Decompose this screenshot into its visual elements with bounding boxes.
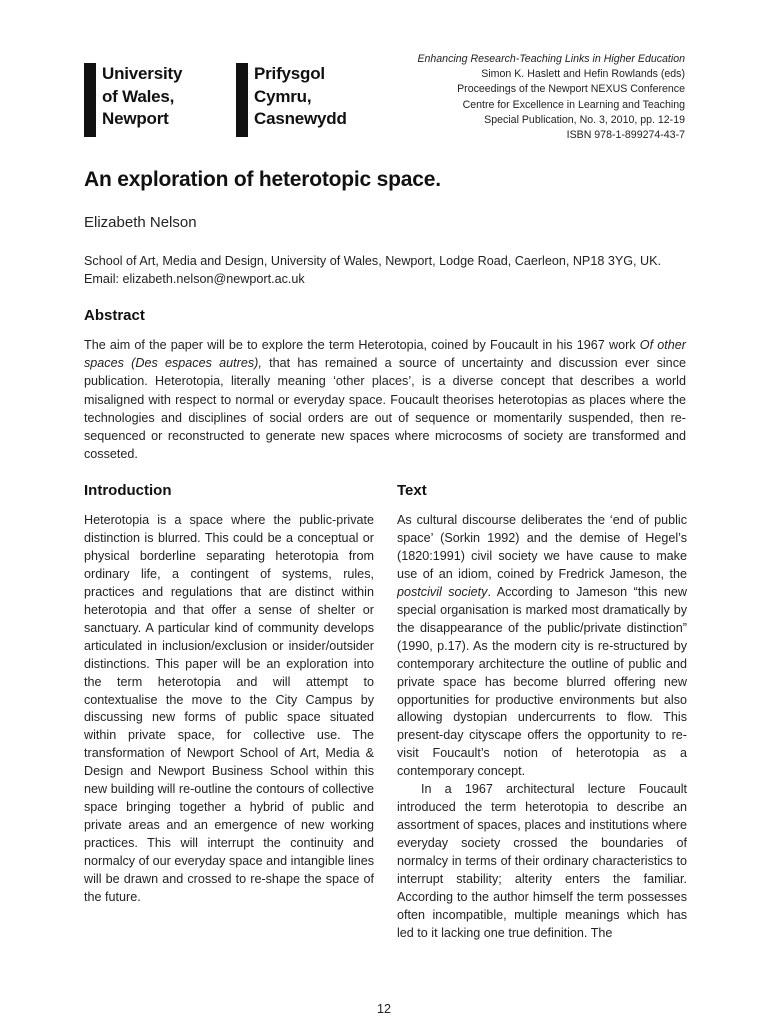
author-name: Elizabeth Nelson bbox=[84, 214, 197, 231]
proceedings-editors: Simon K. Haslett and Hefin Rowlands (eds) bbox=[481, 68, 685, 81]
text-p1-italic: postcivil society bbox=[397, 584, 488, 599]
text-p1-b: . According to Jameson “this new special organisation is marked most dramatically by the disappearance of the public/private distinction” (1990, p.17). As the modern city is re-structured by contemporary architecture the outline of public and private space has become blurred offering new opportunities for productive environments but also allowing dystopian undercurrents to flow. This present-day cityscape offers the opportunity to re-visit Foucault’s notion of heterotopia as a contemporary concept. bbox=[397, 584, 687, 779]
proceedings-publication: Special Publication, No. 3, 2010, pp. 12-19 bbox=[484, 113, 685, 126]
page-number: 12 bbox=[376, 1002, 391, 1016]
proceedings-book-title: Enhancing Research-Teaching Links in Higher Education bbox=[417, 53, 685, 65]
abstract-body bbox=[84, 336, 686, 463]
proceedings-conference: Proceedings of the Newport NEXUS Conference bbox=[457, 83, 685, 96]
introduction-body: Heterotopia is a space where the public-private distinction is blurred. This could be a conceptual or physical borderline separating heterotopia from ordinary life, a contingent of systems, rules, practices and regulations that are distinct within heterotopia and that offer a sense of shelter or sanctuary. A particular kind of community develops articulated in inclusion/exclusion or insider/outsider distinctions. This paper will be an exploration into the term heterotopia and will attempt to contextualise the move to the City Campus by discussing new forms of public space situated within private space, for collective use. The transformation of Newport School of Art, Media & Design and Newport Business School within this new building will re-outline the contours of collective space bringing together a hybrid of public and private areas and an emergence of new working practices. This will interrupt the continuity and normalcy of our everyday space and intangible lines will be drawn and crossed to re-shape the space of the future. bbox=[84, 513, 374, 905]
logo-text-english: University of Wales, Newport bbox=[102, 64, 183, 128]
paper-title: An exploration of heterotopic space. bbox=[84, 168, 441, 191]
proceedings-isbn: ISBN 978-1-899274-43-7 bbox=[566, 129, 685, 142]
abstract-heading: Abstract bbox=[84, 307, 145, 324]
introduction-heading: Introduction bbox=[84, 482, 172, 499]
abstract-italic-title: Of other spaces (Des espaces autres), bbox=[84, 338, 686, 371]
proceedings-centre: Centre for Excellence in Learning and Teaching bbox=[462, 98, 685, 111]
text-paragraph-1 bbox=[397, 512, 687, 781]
text-heading: Text bbox=[397, 482, 427, 499]
text-body bbox=[397, 512, 687, 994]
logo-text-welsh: Prifysgol Cymru, Casnewydd bbox=[254, 64, 347, 128]
abstract-text-b: that has remained a source of uncertainty and discussion ever since publication. Heterotopia, literally meaning ‘other places’, is a diverse concept that describes a world misaligned with respect to normal or everyday space. Foucault theorises heterotopias as places where the technologies and disciplines of social orders are out of sequence or momentarily suspended, then re-sequenced or reconstructed to generate new spaces where microcosms of society are transformed and cosseted. bbox=[84, 356, 686, 462]
abstract-text-a: The aim of the paper will be to explore the term Heterotopia, coined by Foucault in his 1967 work bbox=[84, 338, 640, 352]
proceedings-header bbox=[417, 52, 685, 143]
text-p1-a: As cultural discourse deliberates the ‘end of public space’ (Sorkin 1992) and the demise of Hegel’s (1820:1991) civil society we have cause to make use of an idiom, coined by Fredrick Jameson, the bbox=[397, 513, 687, 581]
logo-bar bbox=[84, 63, 96, 137]
author-affiliation: School of Art, Media and Design, University of Wales, Newport, Lodge Road, Caerleon, NP18 3YG, UK. Email: elizabeth.nelson@newport.ac.uk bbox=[84, 254, 662, 286]
text-paragraph-2: In a 1967 architectural lecture Foucault introduced the term heterotopia to describe an assortment of spaces, places and institutions where everyday society crossed the boundaries of normalcy in terms of their ordinary characteristics to interrupt stability; alterity enters the familiar. According to the author himself the term possesses often incompatible, multiple meanings which has led to it lacking one true definition. The bbox=[397, 782, 687, 940]
logo-bar bbox=[236, 63, 248, 137]
